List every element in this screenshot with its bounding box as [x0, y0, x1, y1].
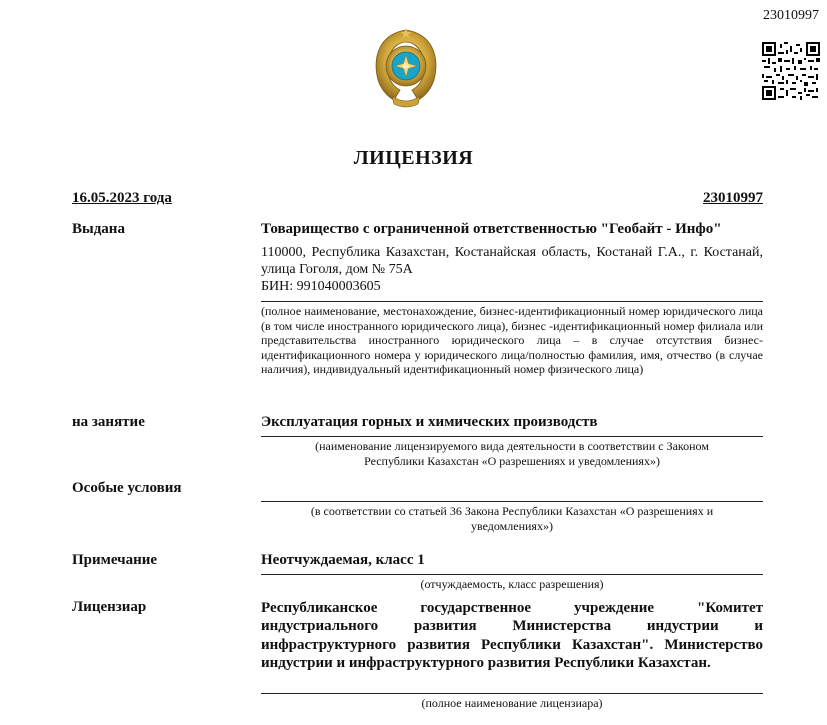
- qr-code-icon: [762, 42, 820, 100]
- issued-label: Выдана: [72, 221, 125, 237]
- special-conditions-value: [261, 480, 763, 498]
- special-conditions-note: [261, 501, 763, 533]
- issued-address: 110000, Республика Казахстан, Костанайская область, Костанай Г.А., г. Костанай, улица Гоголя, дом № 75А: [261, 245, 763, 277]
- license-number: 23010997: [703, 190, 763, 206]
- document-title: ЛИЦЕНЗИЯ: [353, 147, 474, 169]
- document-number: 23010997: [763, 8, 819, 23]
- activity-label: на занятие: [72, 414, 145, 430]
- issued-note: (полное наименование, местонахождение, бизнес-идентификационный номер юридического лица (в том числе иностранного юридического лица), бизнес -идентификационный номер филиала или представительства иностранного юридического лица – в случае отсутствия бизнес-идентификационного номера у юридического лица/полностью фамилия, имя, отчество (в случае наличия), индивидуальный идентификационный номер физического лица): [261, 301, 763, 377]
- licensor-note: (полное наименование лицензиара): [261, 693, 763, 711]
- issue-date: 16.05.2023 года: [72, 190, 172, 206]
- licensor-label: Лицензиар: [72, 599, 147, 615]
- special-conditions-label: Особые условия: [72, 480, 182, 496]
- issued-bin: БИН: 991040003605: [261, 279, 381, 294]
- remark-note: (отчуждаемость, класс разрешения): [261, 574, 763, 592]
- activity-value: Эксплуатация горных и химических производств: [261, 414, 598, 430]
- remark-label: Примечание: [72, 552, 158, 568]
- activity-note-text: (наименование лицензируемого вида деятельности в соответствии с Законом Республики Казахстан «О разрешениях и уведомлениях»): [315, 439, 709, 468]
- issued-company: Товарищество с ограниченной ответственностью "Геобайт - Инфо": [261, 221, 722, 237]
- licensor-value: Республиканское государственное учреждение "Комитет индустриального развития Министерства индустрии и инфраструктурного развития Республики Казахстан". Министерство индустрии и инфраструктурного развития Республики Казахстан.: [261, 600, 763, 671]
- special-conditions-note-text: (в соответствии со статьей 36 Закона Республики Казахстан «О разрешениях и уведомлениях»): [310, 504, 714, 533]
- activity-note: [261, 436, 763, 468]
- remark-value: Неотчуждаемая, класс 1: [261, 552, 425, 568]
- state-emblem-icon: [370, 26, 442, 110]
